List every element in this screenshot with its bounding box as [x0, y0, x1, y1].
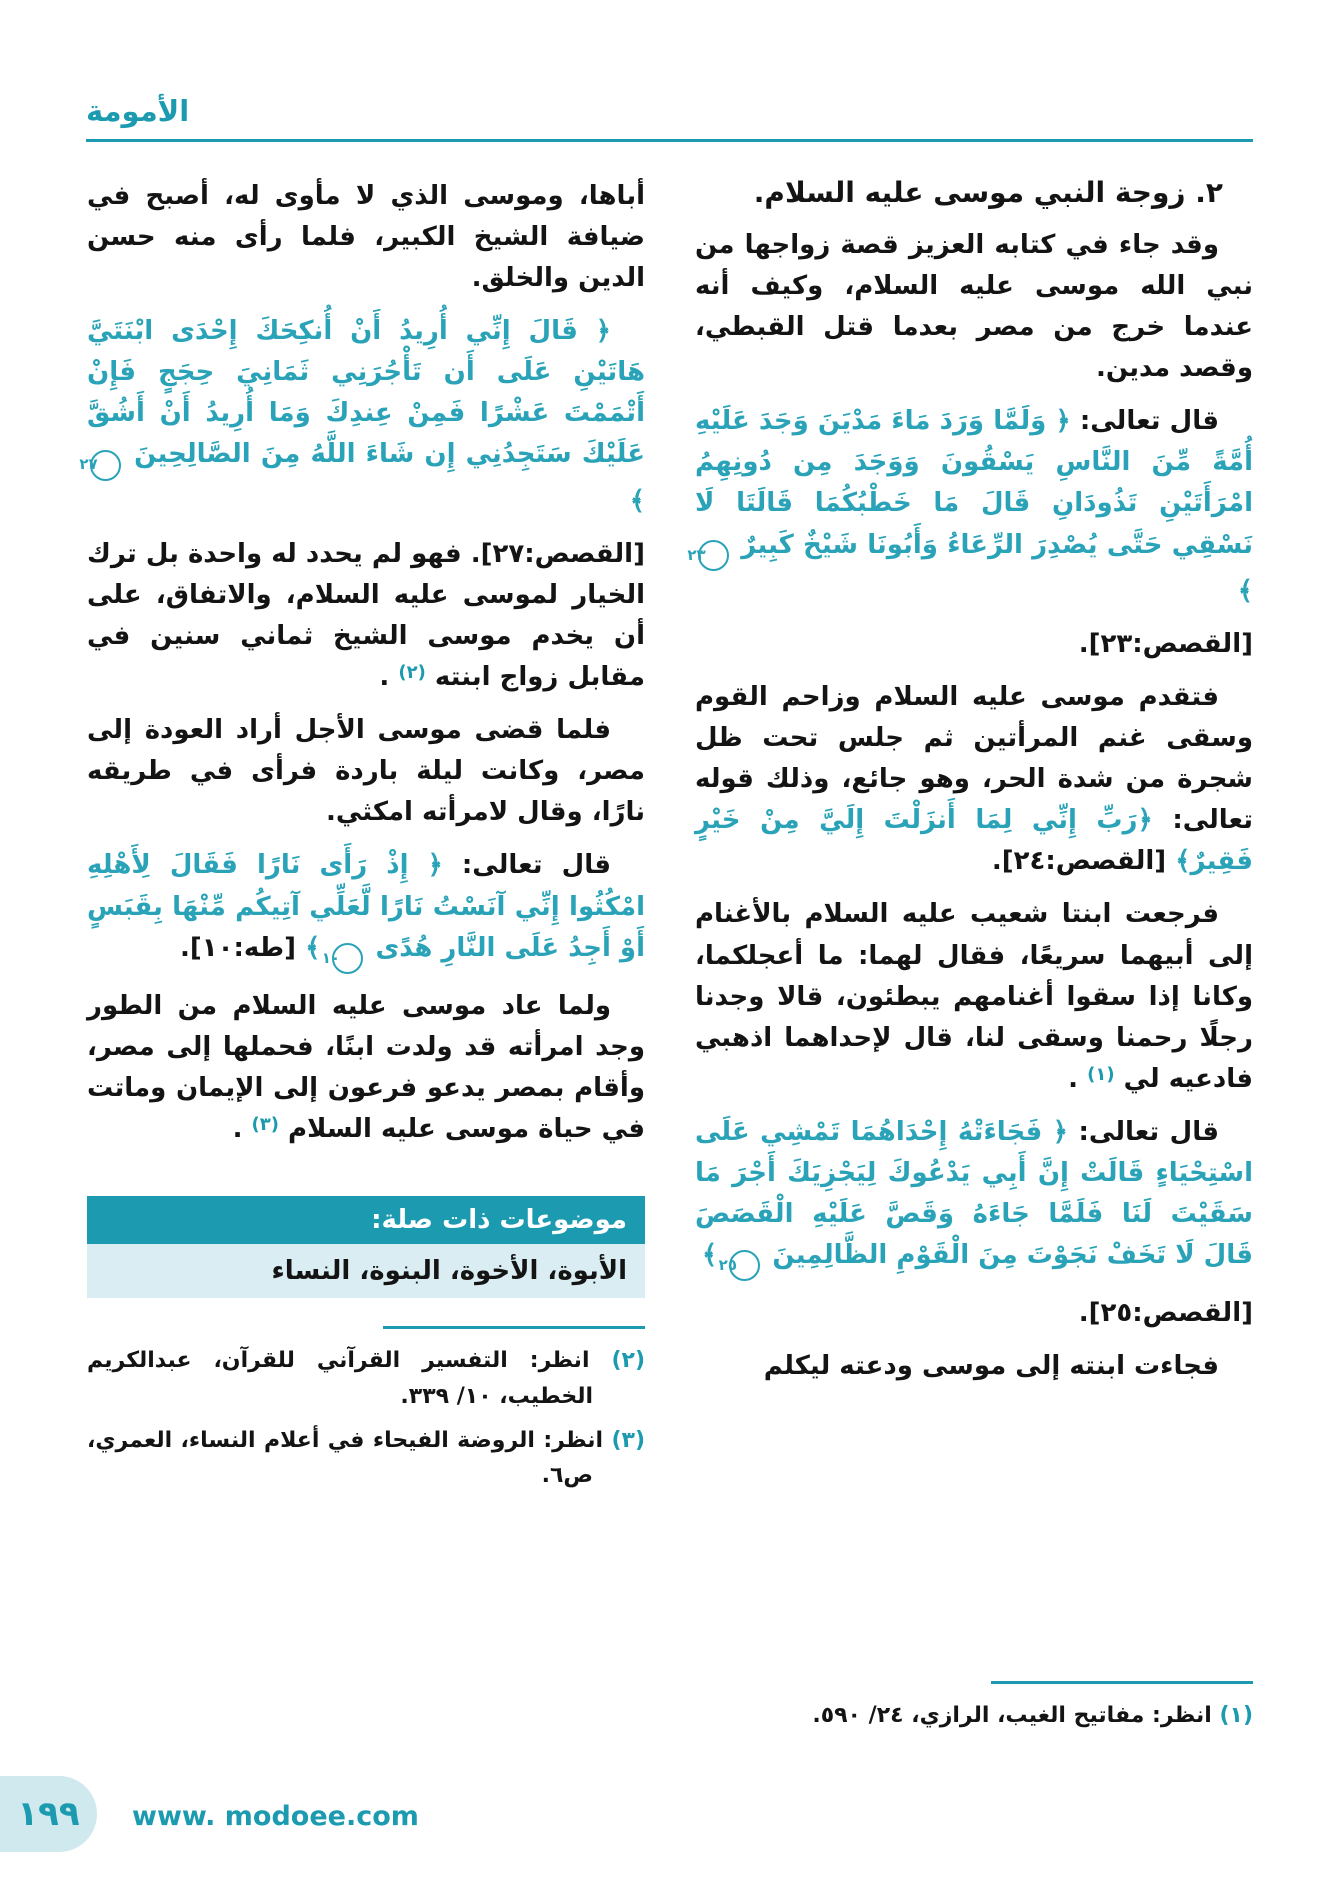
quran-verse-close: ﴾: [1237, 575, 1253, 606]
website-prefix: www.: [132, 1801, 216, 1832]
paragraph-with-verse: [695, 677, 1253, 882]
paragraph-with-verse: [687, 401, 1253, 612]
paragraph: فجاءت ابنته إلى موسى ودعته ليكلم: [763, 1351, 1219, 1382]
footnote: [87, 1423, 645, 1494]
verse-reference: [القصص:٢٧].: [470, 538, 645, 569]
verse-reference: [القصص:٢٥].: [1078, 1298, 1253, 1329]
quran-verse-text: ﴿رَبِّ إِنِّي لِمَا أَنزَلْتَ إِلَيَّ مِنْ خَيْرٍ فَقِيرٌ﴾: [695, 805, 1253, 877]
header-divider-rule: [86, 139, 1253, 142]
quran-verse-text: ﴿ إِذْ رَأَى نَارًا فَقَالَ لِأَهْلِهِ امْكُثُوا إِنِّي آنَسْتُ نَارًا لَّعَلِّي آتِيكُم مِّنْهَا بِقَبَسٍ أَوْ أَجِدُ عَلَى النَّارِ هُدًى: [87, 850, 645, 963]
page-number-tab: [0, 1776, 97, 1852]
footnotes-right: [695, 1681, 1253, 1742]
footnote-marker: (٣): [251, 1114, 279, 1136]
quran-verse-text: ﴿ وَلَمَّا وَرَدَ مَاءَ مَدْيَنَ وَجَدَ عَلَيْهِ أُمَّةً مِّنَ النَّاسِ يَسْقُونَ وَوَجَدَ مِن دُونِهِمُ امْرَأَتَيْنِ تَذُودَانِ قَالَ مَا خَطْبُكُمَا قَالَتَا لَا نَسْقِي حَتَّى يُصْدِرَ الرِّعَاءُ وَأَبُونَا شَيْخٌ كَبِيرٌ: [695, 406, 1253, 560]
paragraph-with-verse: [695, 1112, 1253, 1282]
body-text: فهو لم يحدد له واحدة بل ترك الخيار لموسى عليه السلام، والاتفاق، على أن يخدم موسى الشيخ ثماني سنين في مقابل زواج ابنته: [87, 538, 645, 693]
ayah-number-badge: ٢٧: [90, 450, 121, 481]
related-topics-box: [87, 1196, 645, 1298]
quran-verse-close: ﴾: [305, 932, 321, 963]
footnote-text: انظر: التفسير القرآني للقرآن، عبدالكريم الخطيب، ١٠/ ٣٣٩.: [87, 1348, 612, 1409]
footnote-number: (٣): [611, 1427, 645, 1453]
footnote: [695, 1698, 1253, 1734]
chapter-header-title: الأمومة: [86, 94, 190, 128]
footnote-text: انظر: مفاتيح الغيب، الرازي، ٢٤/ ٥٩٠.: [812, 1703, 1220, 1729]
page-number: ١٩٩: [17, 1794, 80, 1834]
quran-verse-text: ﴿ فَجَاءَتْهُ إِحْدَاهُمَا تَمْشِي عَلَى اسْتِحْيَاءٍ قَالَتْ إِنَّ أَبِي يَدْعُوكَ لِيَجْزِيَكَ أَجْرَ مَا سَقَيْتَ لَنَا فَلَمَّا جَاءَهُ وَقَصَّ عَلَيْهِ الْقَصَصَ قَالَ لَا تَخَفْ نَجَوْتَ مِنَ الْقَوْمِ الظَّالِمِينَ: [695, 1116, 1253, 1271]
body-text: .: [232, 1114, 243, 1145]
related-topics-items: الأبوة، الأخوة، البنوة، النساء: [87, 1244, 645, 1298]
related-topics-title: موضوعات ذات صلة:: [87, 1196, 645, 1244]
column-right: [687, 176, 1253, 1742]
paragraph: [87, 534, 645, 698]
footnote-divider: [383, 1326, 645, 1329]
paragraph: فلما قضى موسى الأجل أراد العودة إلى مصر، وكانت ليلة باردة فرأى في طريقه نارًا، وقال لامرأته امكثي.: [87, 715, 645, 828]
body-text: ولما عاد موسى عليه السلام من الطور وجد امرأته قد ولدت ابنًا، فحملها إلى مصر، وأقام بمصر يدعو فرعون إلى الإيمان وماتت في حياة موسى عليه السلام: [87, 990, 645, 1145]
footnote-divider: [991, 1681, 1253, 1684]
footnote-text: انظر: الروضة الفيحاء في أعلام النساء، العمري، ص٦.: [87, 1427, 612, 1489]
website-domain: modoee.com: [215, 1801, 419, 1832]
paragraph: أباها، وموسى الذي لا مأوى له، أصبح في ضيافة الشيخ الكبير، فلما رأى منه حسن الدين والخلق.: [87, 181, 645, 294]
body-text: .: [379, 662, 390, 693]
website-url: [132, 1801, 419, 1832]
paragraph: وقد جاء في كتابه العزيز قصة زواجها من نبي الله موسى عليه السلام، وكيف أنه عندما خرج من مصر بعدما قتل القبطي، وقصد مدين.: [695, 230, 1253, 384]
paragraph: [695, 894, 1253, 1099]
paragraph-with-verse: [79, 311, 645, 522]
quran-verse-close: ﴾: [629, 485, 645, 516]
verse-reference: [طه:١٠].: [180, 932, 297, 963]
ayah-number-badge: ٢٥: [729, 1250, 760, 1281]
footnotes-left: [87, 1326, 645, 1494]
footnote-number: (١): [1219, 1703, 1253, 1729]
body-text: قال تعالى:: [442, 850, 611, 881]
quran-verse-text: ﴿ قَالَ إِنِّي أُرِيدُ أَنْ أُنكِحَكَ إِحْدَى ابْنَتَيَّ هَاتَيْنِ عَلَى أَن تَأْجُرَنِي ثَمَانِيَ حِجَجٍ فَإِنْ أَتْمَمْتَ عَشْرًا فَمِنْ عِندِكَ وَمَا أُرِيدُ أَنْ أَشُقَّ عَلَيْكَ سَتَجِدُنِي إِن شَاءَ اللَّهُ مِنَ الصَّالِحِينَ: [87, 316, 645, 470]
body-text: قال تعالى:: [1070, 406, 1219, 437]
verse-reference: [القصص:٢٤].: [991, 846, 1167, 877]
body-text: فتقدم موسى عليه السلام وزاحم القوم وسقى غنم المرأتين ثم جلس تحت ظل شجرة من شدة الحر، وهو جائع، وذلك قوله تعالى:: [695, 682, 1253, 836]
ayah-number-badge: ٢٣: [698, 540, 729, 571]
section-heading: ٢. زوجة النبي موسى عليه السلام.: [753, 176, 1223, 209]
footnote-marker: (٢): [398, 662, 426, 684]
footnote-number: (٢): [611, 1348, 645, 1374]
footnote-marker: (١): [1087, 1063, 1115, 1085]
body-text: .: [1068, 1063, 1079, 1094]
ayah-number-badge: ١٠: [332, 943, 363, 974]
verse-reference: [القصص:٢٣].: [1078, 628, 1253, 659]
body-text: قال تعالى:: [1068, 1116, 1219, 1147]
paragraph: [87, 986, 645, 1150]
paragraph-with-verse: [87, 845, 645, 974]
content-columns: [79, 176, 1253, 1742]
footnote: [87, 1343, 645, 1414]
body-text: فرجعت ابنتا شعيب عليه السلام بالأغنام إلى أبيهما سريعًا، فقال لهما: ما أعجلكما، وكانا إذا سقوا أغنامهم يبطئون، قالا وجدنا رجلًا رحمنا وسقى لنا، قال لإحداهما اذهبي فادعيه لي: [695, 899, 1253, 1094]
quran-verse-close: ﴾: [702, 1240, 718, 1271]
column-left: [79, 176, 645, 1742]
